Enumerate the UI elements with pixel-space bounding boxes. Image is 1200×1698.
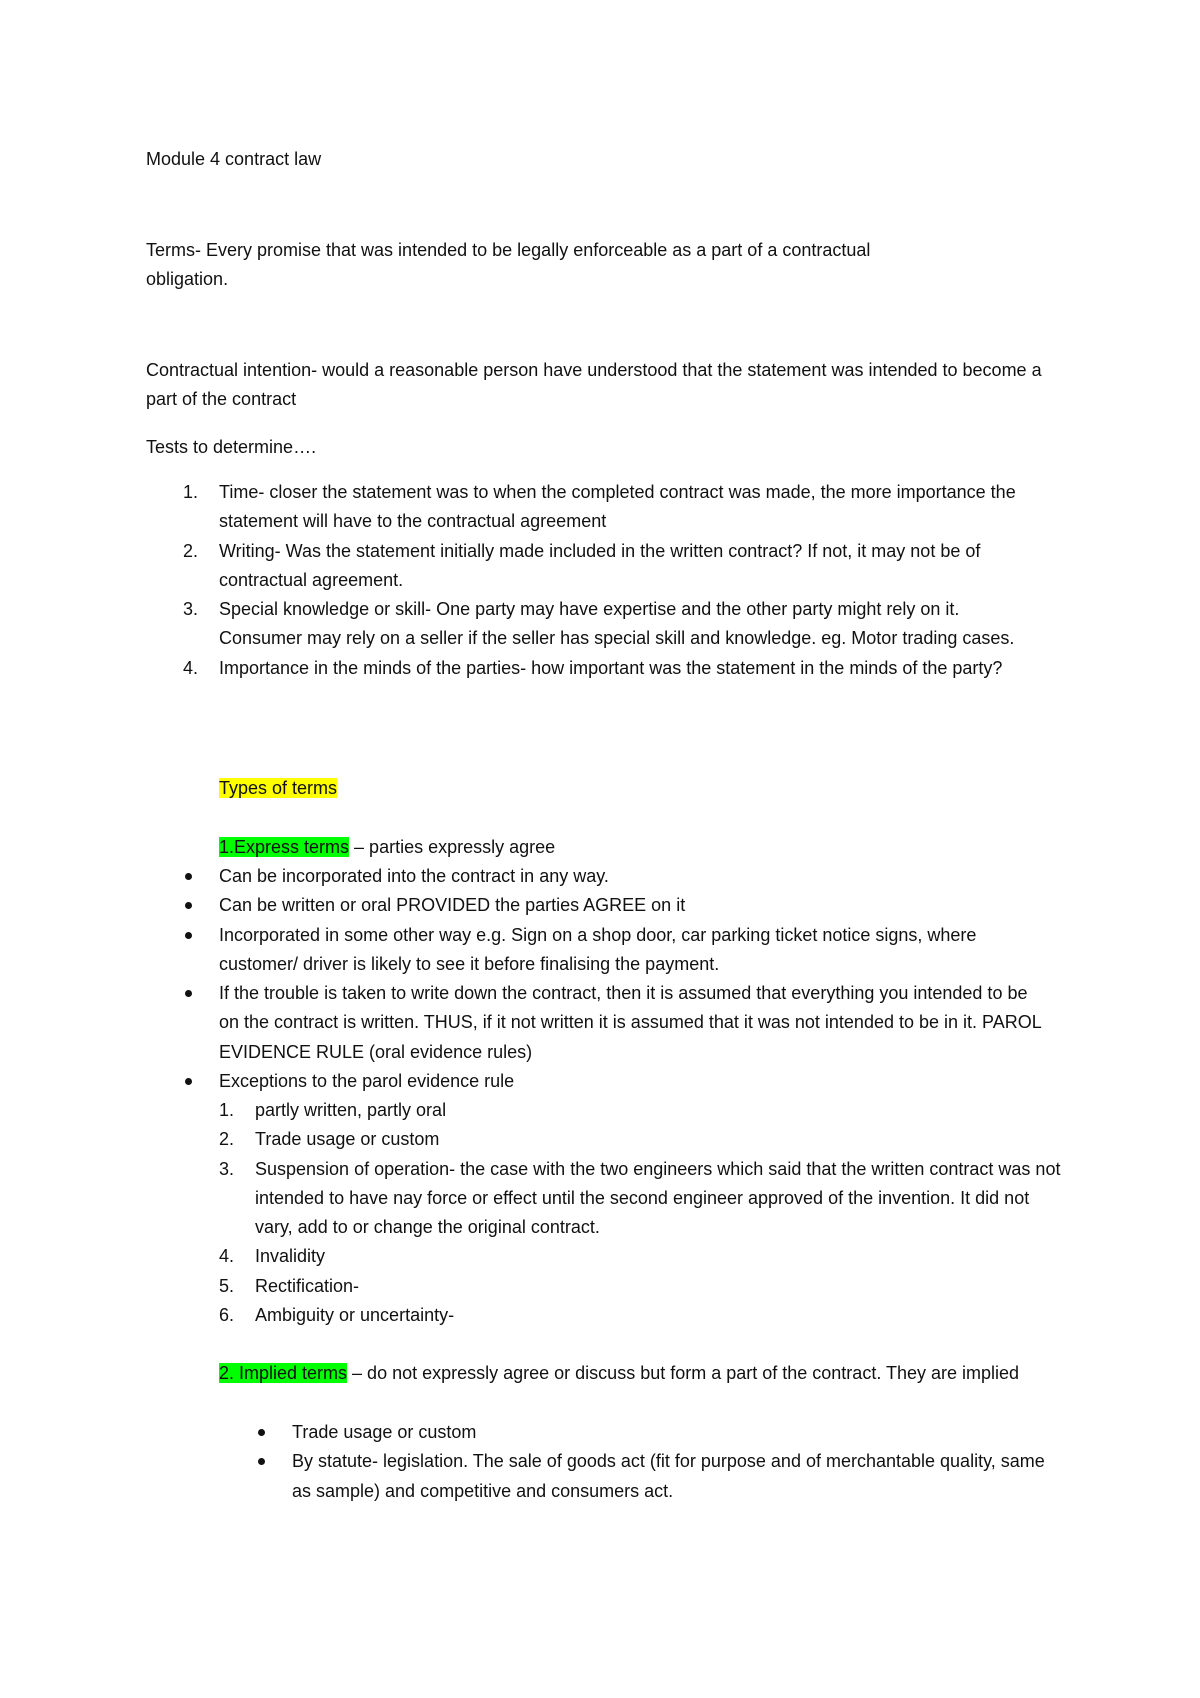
list-item	[146, 595, 1045, 654]
bullet-icon	[185, 1078, 192, 1085]
list-number: 6.	[219, 1305, 235, 1326]
list-item-text: Can be written or oral PROVIDED the parties AGREE on it	[219, 895, 686, 916]
list-item	[146, 1067, 1019, 1096]
bullet-icon	[258, 1458, 265, 1465]
types-heading-highlight: Types of terms	[219, 778, 338, 798]
list-number: 2.	[219, 1129, 235, 1150]
list-number: 4.	[219, 1246, 235, 1267]
exceptions-list	[146, 1096, 1066, 1330]
bullet-icon	[185, 902, 192, 909]
list-item-text: partly written, partly oral	[255, 1100, 447, 1120]
list-item-text: Invalidity	[255, 1246, 326, 1267]
list-item-text: Special knowledge or skill- One party may have expertise and the other party might rely on it. Consumer may rely on a seller if the seller has special skill and knowledge. eg. Motor trading cases.	[219, 599, 1015, 649]
express-terms-heading	[219, 833, 1139, 862]
list-number: 2.	[183, 540, 199, 561]
list-item	[146, 891, 1019, 920]
list-item	[146, 921, 1019, 980]
implied-terms-heading	[219, 1359, 1059, 1388]
list-item	[146, 537, 1051, 596]
list-item-text: By statute- legislation. The sale of goods act (fit for purpose and of merchantable quality, same as sample) and competitive and consumers act.	[292, 1451, 1045, 1501]
list-item	[146, 1447, 1062, 1506]
document-title: Module 4 contract law	[146, 149, 322, 169]
list-number: 5.	[219, 1275, 235, 1296]
implied-terms-desc: – do not expressly agree or discuss but form a part of the contract. They are implied	[347, 1363, 1020, 1383]
list-item-text: Trade usage or custom	[255, 1129, 440, 1150]
list-item	[146, 1242, 1055, 1271]
list-item	[146, 478, 1019, 537]
bullet-icon	[185, 932, 192, 939]
implied-bullets	[146, 1418, 1066, 1506]
list-item-text: Suspension of operation- the case with the two engineers which said that the written contract was not intended to have nay force or effect until the second engineer approved of the invention. It did not vary, add to or change the original contract.	[255, 1158, 1061, 1238]
list-item-text: Importance in the minds of the parties- how important was the statement in the minds of the party?	[219, 657, 1003, 678]
express-terms-desc: – parties expressly agree	[349, 837, 556, 857]
types-heading	[219, 774, 1139, 803]
express-bullets	[146, 862, 1066, 1096]
bullet-icon	[185, 873, 192, 880]
list-number: 4.	[183, 657, 199, 678]
list-item-text: If the trouble is taken to write down the contract, then it is assumed that everything you intended to be on the contract is written. THUS, if it not written it is assumed that it was not intended to be in it. PAROL EVIDENCE RULE (oral evidence rules)	[219, 983, 1042, 1062]
express-terms-label: 1.Express terms	[219, 837, 350, 857]
list-item-text: Ambiguity or uncertainty-	[255, 1305, 455, 1326]
list-item	[146, 1096, 1055, 1125]
list-number: 3.	[219, 1158, 235, 1179]
list-item	[146, 1418, 1052, 1447]
list-item-text: Exceptions to the parol evidence rule	[219, 1071, 515, 1092]
list-number: 3.	[183, 599, 199, 620]
list-item	[146, 862, 1019, 891]
implied-terms-label: 2. Implied terms	[219, 1363, 348, 1383]
bullet-icon	[258, 1429, 265, 1436]
list-item	[146, 1155, 1071, 1243]
list-item-text: Incorporated in some other way e.g. Sign on a shop door, car parking ticket notice signs, where customer/ driver is likely to see it before finalising the payment.	[219, 924, 977, 974]
terms-definition: Terms- Every promise that was intended to be legally enforceable as a part of a contractual obligation.	[146, 240, 871, 290]
list-item-text: Trade usage or custom	[292, 1422, 477, 1442]
list-item	[146, 979, 1051, 1067]
list-item	[146, 1301, 1055, 1330]
list-item	[146, 1125, 1055, 1154]
list-item	[146, 1272, 1055, 1301]
list-number: 1.	[183, 482, 199, 502]
list-number: 1.	[219, 1100, 235, 1120]
list-item-text: Rectification-	[255, 1275, 360, 1296]
list-item-text: Can be incorporated into the contract in any way.	[219, 866, 609, 886]
list-item-text: Writing- Was the statement initially made included in the written contract? If not, it may not be of contractual agreement.	[219, 540, 981, 590]
tests-heading: Tests to determine….	[146, 437, 317, 457]
list-item	[146, 654, 1019, 683]
list-item-text: Time- closer the statement was to when the completed contract was made, the more importance the statement will have to the contractual agreement	[219, 482, 1016, 532]
bullet-icon	[185, 990, 192, 997]
tests-list	[146, 478, 1066, 683]
contractual-intention: Contractual intention- would a reasonable person have understood that the statement was intended to become a part of the contract	[146, 360, 1042, 410]
